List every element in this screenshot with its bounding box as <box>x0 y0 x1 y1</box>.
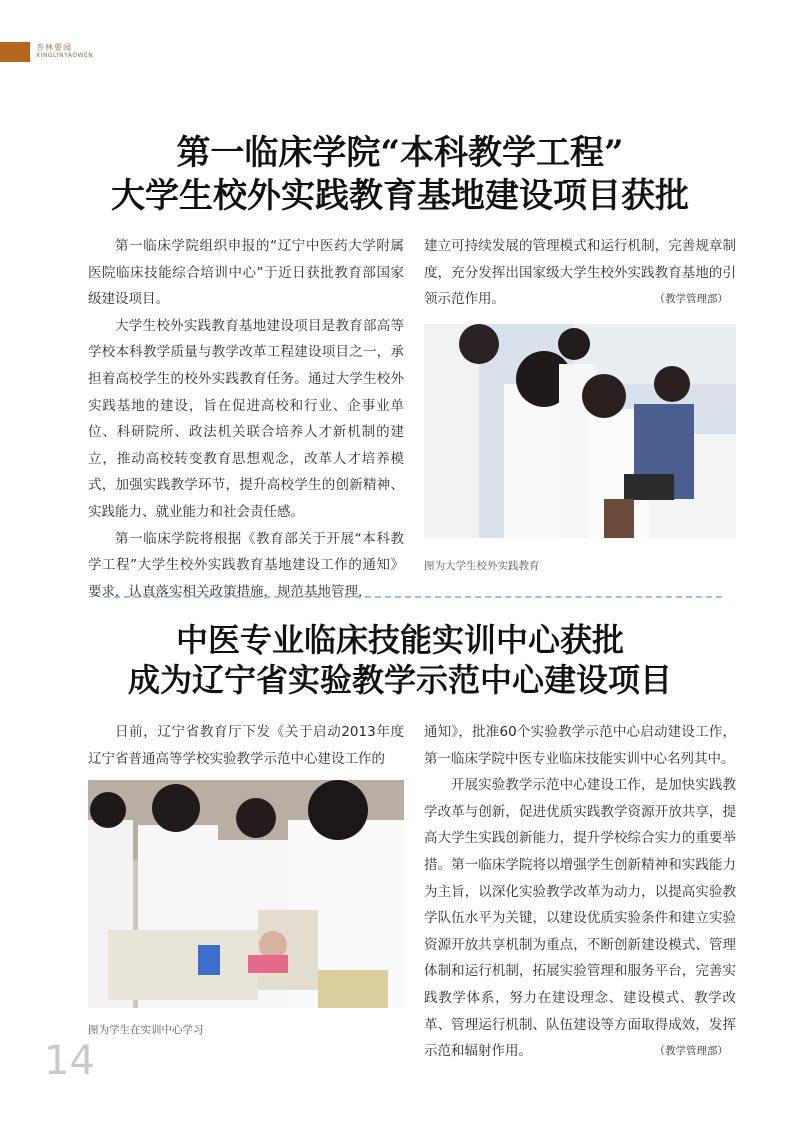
article1-credit: （教学管理部） <box>654 293 728 306</box>
article1-title-line1: 第一临床学院“本科教学工程” <box>176 133 624 173</box>
article2-right-column <box>424 719 736 1065</box>
article1-right-column <box>424 233 736 313</box>
article2-title-line2: 成为辽宁省实验教学示范中心建设项目 <box>127 661 672 699</box>
article1-paragraph: 大学生校外实践教育基地建设项目是教育部高等学校本科教学质量与教学改革工程建设项目之一，承担着高校学生的校外实践教育任务。通过大学生校外实践基地的建设，旨在促进高校和行业、企事业单位、科研院所、政法机关联合培养人才新机制的建立，推动高校转变教育思想观念，改革人才培养模式，加强实践教学环节，提升高校学生的创新精神、实践能力、就业能力和社会责任感。 <box>88 317 404 520</box>
article2-title-line1: 中医专业临床技能实训中心获批 <box>175 621 624 659</box>
article1-title-line2: 大学生校外实践教育基地建设项目获批 <box>111 175 689 216</box>
article1-paragraph: 第一临床学院将根据《教育部关于开展“本科教学工程”大学生校外实践教育基地建设工作的通知》要求，认真落实相关政策措施，规范基地管理， <box>88 530 404 600</box>
article2-headline <box>0 620 800 700</box>
article2-left-column <box>88 719 404 772</box>
article2-photo-caption: 图为学生在实训中心学习 <box>88 1024 204 1036</box>
article2-credit: （教学管理部） <box>654 1045 728 1058</box>
masthead-bar <box>0 42 30 62</box>
article2-photo <box>88 780 404 1008</box>
article2-paragraph: 通知》，批准60个实验教学示范中心启动建设工作，第一临床学院中医专业临床技能实训中心名列其中。 <box>424 724 736 767</box>
article1-paragraph: 第一临床学院组织申报的“辽宁中医药大学附属医院临床技能综合培训中心”于近日获批教育部国家级建设项目。 <box>88 238 404 308</box>
masthead-title: 杏林要闻 <box>36 43 72 52</box>
page-number: 14 <box>44 1038 95 1084</box>
article2-paragraph: 日前，辽宁省教育厅下发《关于启动2013年度辽宁省普通高等学校实验教学示范中心建设工作的 <box>88 724 404 767</box>
section-divider <box>104 596 722 598</box>
article2-paragraph <box>424 772 736 1065</box>
article1-headline <box>0 132 800 217</box>
article1-right-text: 建立可持续发展的管理模式和运行机制，完善规章制度，充分发挥出国家级大学生校外实践教育基地的引领示范作用。 <box>424 238 736 308</box>
article1-photo-caption: 图为大学生校外实践教育 <box>424 560 540 572</box>
article1-photo <box>424 324 736 538</box>
masthead-subtitle: XINGLINYAOWEN <box>36 52 94 59</box>
article1-paragraph <box>424 233 736 313</box>
article1-left-column <box>88 233 404 605</box>
article2-right-text: 开展实验教学示范中心建设工作，是加快实践教学改革与创新，促进优质实践教学资源开放共享，提高大学生实践创新能力，提升学校综合实力的重要举措。第一临床学院将以增强学生创新精神和实践能力为主旨，以深化实验教学改革为动力，以提高实验教学队伍水平为关键，以建设优质实验条件和建立实验资源开放共享机制为重点，不断创新建设模式、管理体制和运行机制，拓展实验管理和服务平台，完善实践教学体系，努力在建设理念、建设模式、教学改革、管理运行机制、队伍建设等方面取得成效，发挥示范和辐射作用。 <box>424 777 736 1060</box>
